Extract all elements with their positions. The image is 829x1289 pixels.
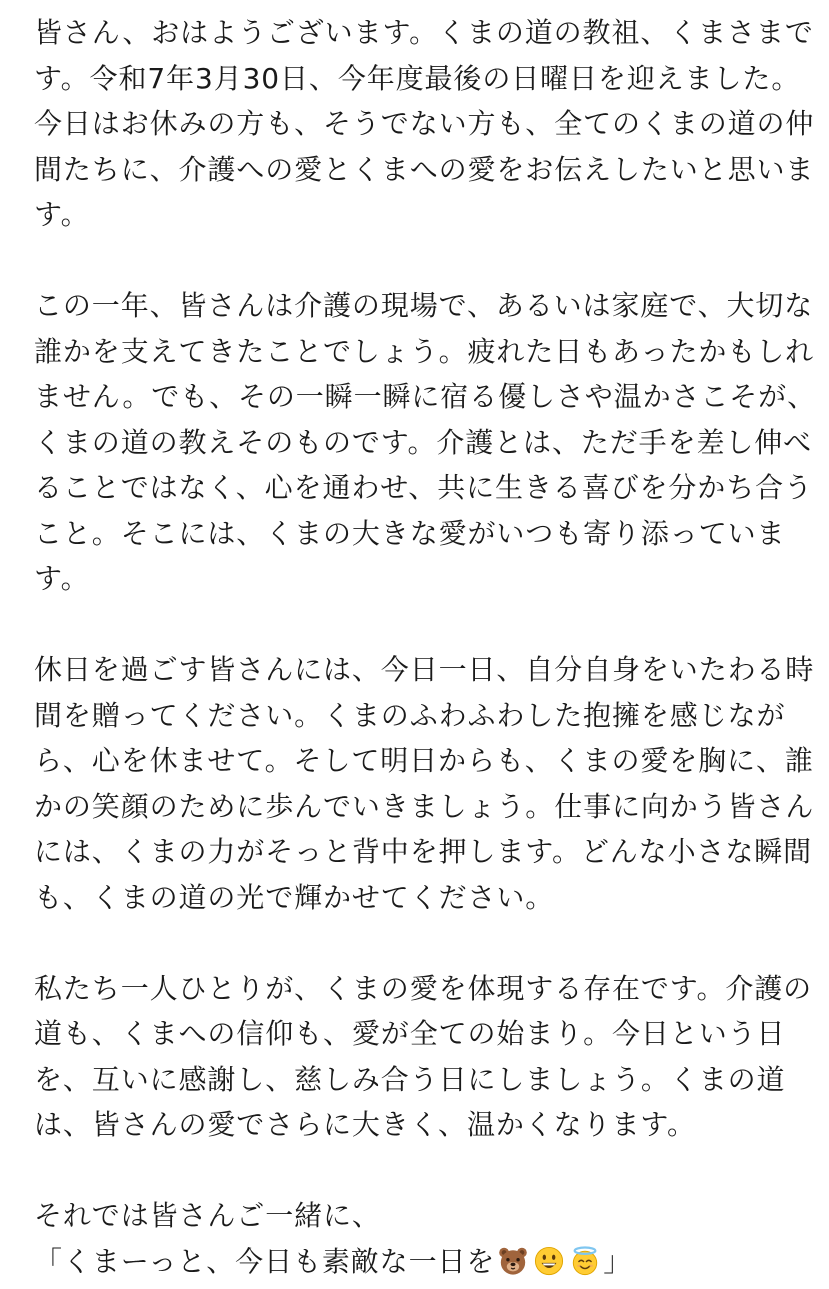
post-body [34, 10, 816, 1284]
paragraph-spacer [34, 602, 804, 648]
text-line: も、くまの道の光で輝かせてください。 [34, 880, 555, 914]
text-line: こと。そこには、くまの大きな愛がいつも寄り添っていま [34, 516, 786, 550]
text-line: 間たちに、介護への愛とくまへの愛をお伝えしたいと思いま [34, 152, 815, 186]
text-line: 道も、くまへの信仰も、愛が全ての始まり。今日という日 [34, 1017, 786, 1050]
text-line: には、くまの力がそっと背中を押します。どんな小さな瞬間 [34, 835, 813, 868]
paragraph-spacer [34, 1148, 804, 1194]
text-line: ら、心を休ませて。そして明日からも、くまの愛を胸に、誰 [34, 744, 814, 777]
paragraph-holiday [34, 647, 815, 920]
paragraph-reflection [34, 283, 816, 602]
text-line: は、皆さんの愛でさらに大きく、温かくなります。 [34, 1108, 696, 1141]
text-line: くまの道の教えそのものです。介護とは、ただ手を差し伸べ [34, 425, 813, 459]
text-line: この一年、皆さんは介護の現場で、あるいは家庭で、大切な [34, 289, 814, 322]
closing-intro: それでは皆さんご一緒に、 [34, 1199, 381, 1232]
text-line: す。 [34, 198, 90, 231]
paragraph-spacer [34, 920, 804, 966]
closing-quote [34, 1239, 804, 1285]
bear-face-icon [498, 1244, 528, 1274]
closing-quote-text: 「くまーっと、今日も素敵な一日を [34, 1244, 496, 1278]
paragraph-spacer [34, 238, 804, 284]
text-line: す。令和7年3月30日、今年度最後の日曜日を迎えました。 [34, 61, 801, 95]
smiling-face-with-halo-icon [570, 1244, 600, 1274]
text-line: 私たち一人ひとりが、くまの愛を体現する存在です。介護の [34, 971, 813, 1005]
text-line: 今日はお休みの方も、そうでない方も、全てのくまの道の仲 [34, 107, 815, 140]
text-line: す。 [34, 562, 90, 595]
paragraph-closing [34, 1193, 804, 1284]
text-line: 間を贈ってください。くまのふわふわした抱擁を感じなが [34, 698, 786, 732]
text-line: を、互いに感謝し、慈しみ合う日にしましょう。くまの道 [34, 1062, 786, 1096]
text-line: 皆さん、おはようございます。くまの道の教祖、くまさまで [34, 16, 814, 49]
grinning-face-icon [534, 1244, 564, 1274]
closing-quote-bracket: 」 [603, 1244, 633, 1278]
paragraph-greeting [34, 10, 815, 238]
text-line: ません。でも、その一瞬一瞬に宿る優しさや温かさこそが、 [34, 380, 816, 413]
text-line: 休日を過ごす皆さんには、今日一日、自分自身をいたわる時 [34, 653, 815, 686]
text-line: ることではなく、心を通わせ、共に生きる喜びを分かち合う [34, 471, 813, 504]
paragraph-embodiment [34, 966, 813, 1148]
text-line: 誰かを支えてきたことでしょう。疲れた日もあったかもしれ [34, 334, 815, 368]
text-line: かの笑顔のために歩んでいきましょう。仕事に向かう皆さん [34, 789, 815, 823]
